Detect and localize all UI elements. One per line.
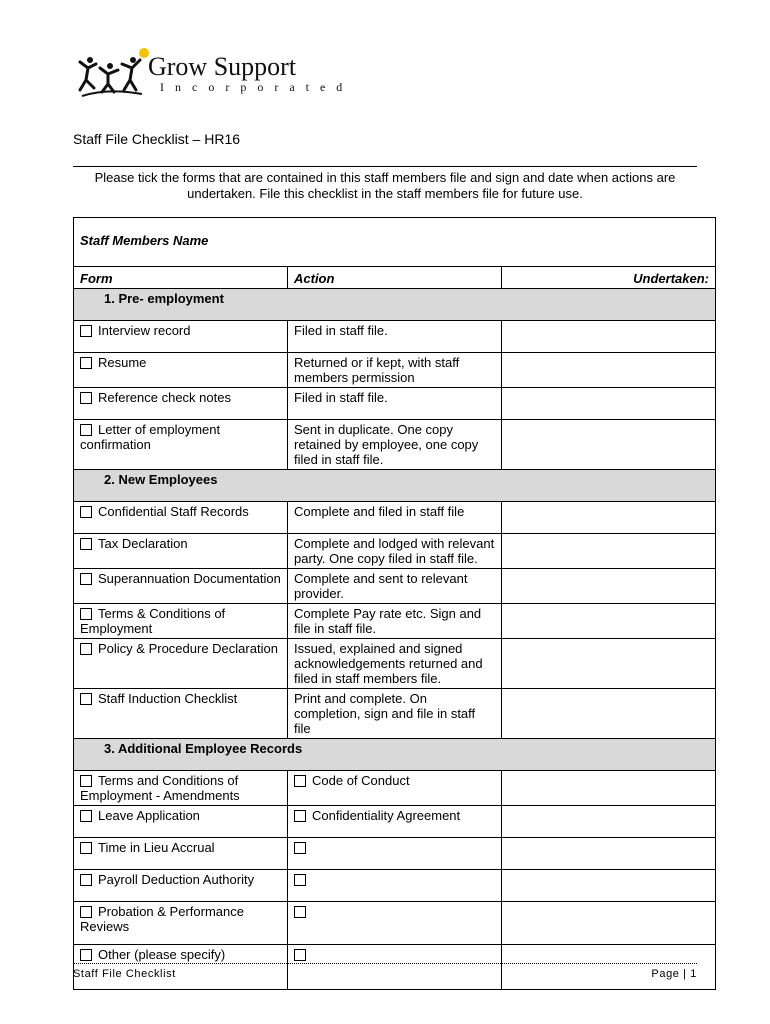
form-label: Terms & Conditions of Employment — [80, 606, 226, 636]
form-label: Tax Declaration — [98, 536, 188, 551]
table-row — [74, 420, 716, 470]
undertaken-cell[interactable] — [502, 388, 716, 420]
checkbox[interactable] — [80, 906, 92, 918]
checkbox[interactable] — [294, 775, 306, 787]
undertaken-cell[interactable] — [502, 806, 716, 838]
table-row — [74, 534, 716, 569]
undertaken-cell[interactable] — [502, 604, 716, 639]
action-text: Complete Pay rate etc. Sign and file in staff file. — [288, 604, 502, 639]
table-row — [74, 388, 716, 420]
action-text: Sent in duplicate. One copy retained by employee, one copy filed in staff file. — [288, 420, 502, 470]
action-text: Complete and lodged with relevant party. One copy filed in staff file. — [288, 534, 502, 569]
table-row — [74, 321, 716, 353]
checkbox[interactable] — [80, 775, 92, 787]
section-title: 3. Additional Employee Records — [74, 739, 716, 771]
page-title: Staff File Checklist – HR16 — [73, 131, 241, 147]
section-header — [74, 470, 716, 502]
checkbox[interactable] — [80, 842, 92, 854]
checkbox[interactable] — [294, 810, 306, 822]
undertaken-cell[interactable] — [502, 639, 716, 689]
page-number: Page | 1 — [651, 968, 697, 980]
header-form: Form — [74, 267, 288, 289]
section-header — [74, 739, 716, 771]
undertaken-cell[interactable] — [502, 902, 716, 945]
header-undertaken: Undertaken: — [502, 267, 716, 289]
undertaken-cell[interactable] — [502, 689, 716, 739]
form-label: Leave Application — [98, 808, 200, 823]
undertaken-cell[interactable] — [502, 502, 716, 534]
form-label: Probation & Performance Reviews — [80, 904, 244, 934]
checkbox[interactable] — [80, 949, 92, 961]
table-row — [74, 689, 716, 739]
section-title: 2. New Employees — [74, 470, 716, 502]
table-row — [74, 902, 716, 945]
undertaken-cell[interactable] — [502, 870, 716, 902]
checkbox[interactable] — [294, 949, 306, 961]
form-label: Staff Induction Checklist — [98, 691, 238, 706]
form-label: Terms and Conditions of Employment - Amendments — [80, 773, 240, 803]
table-row — [74, 569, 716, 604]
action-text: Complete and filed in staff file — [288, 502, 502, 534]
table-row — [74, 502, 716, 534]
checkbox[interactable] — [80, 608, 92, 620]
checkbox[interactable] — [80, 325, 92, 337]
undertaken-cell[interactable] — [502, 321, 716, 353]
form-label: Resume — [98, 355, 147, 370]
intro-text: Please tick the forms that are contained in this staff members file and sign and date when actions are undertaken. File this checklist in the staff members file for future use. — [94, 170, 676, 201]
undertaken-cell[interactable] — [502, 353, 716, 388]
table-row — [74, 870, 716, 902]
form-label: Time in Lieu Accrual — [98, 840, 215, 855]
checkbox[interactable] — [80, 874, 92, 886]
logo-figures-icon — [78, 46, 153, 102]
checkbox[interactable] — [80, 392, 92, 404]
undertaken-cell[interactable] — [502, 420, 716, 470]
checklist-table — [73, 217, 716, 990]
form-label: Payroll Deduction Authority — [98, 872, 255, 887]
table-row — [74, 806, 716, 838]
form-label: Confidential Staff Records — [98, 504, 249, 519]
header-row — [74, 267, 716, 289]
table-row — [74, 838, 716, 870]
checkbox[interactable] — [80, 573, 92, 585]
checkbox[interactable] — [80, 643, 92, 655]
title-divider — [73, 166, 697, 167]
action-text: Filed in staff file. — [288, 321, 502, 353]
action-text: Filed in staff file. — [288, 388, 502, 420]
checkbox[interactable] — [80, 357, 92, 369]
header-action: Action — [288, 267, 502, 289]
checkbox[interactable] — [80, 424, 92, 436]
action-text: Complete and sent to relevant provider. — [288, 569, 502, 604]
footer-divider — [73, 963, 697, 964]
checkbox[interactable] — [80, 538, 92, 550]
staff-name-label[interactable]: Staff Members Name — [74, 218, 716, 267]
logo-subtitle: Incorporated — [160, 80, 354, 94]
table-row — [74, 353, 716, 388]
form-label: Confidentiality Agreement — [312, 808, 461, 823]
checkbox[interactable] — [80, 693, 92, 705]
checkbox[interactable] — [80, 506, 92, 518]
action-text: Issued, explained and signed acknowledgements returned and filed in staff members file. — [288, 639, 502, 689]
checkbox[interactable] — [294, 874, 306, 886]
table-row — [74, 945, 716, 990]
undertaken-cell[interactable] — [502, 945, 716, 990]
table-row — [74, 604, 716, 639]
staff-name-row — [74, 218, 716, 267]
action-text: Print and complete. On completion, sign and file in staff file — [288, 689, 502, 739]
undertaken-cell[interactable] — [502, 569, 716, 604]
form-label: Reference check notes — [98, 390, 231, 405]
undertaken-cell[interactable] — [502, 838, 716, 870]
form-label: Other (please specify) — [98, 947, 226, 962]
checkbox[interactable] — [80, 810, 92, 822]
form-label: Superannuation Documentation — [98, 571, 281, 586]
undertaken-cell[interactable] — [502, 771, 716, 806]
action-text: Returned or if kept, with staff members permission — [288, 353, 502, 388]
footer-title: Staff File Checklist — [73, 968, 176, 980]
section-title: 1. Pre- employment — [74, 289, 716, 321]
section-header — [74, 289, 716, 321]
checkbox[interactable] — [294, 906, 306, 918]
form-label: Interview record — [98, 323, 191, 338]
form-label: Policy & Procedure Declaration — [98, 641, 278, 656]
undertaken-cell[interactable] — [502, 534, 716, 569]
table-row — [74, 771, 716, 806]
table-row — [74, 639, 716, 689]
checkbox[interactable] — [294, 842, 306, 854]
company-logo — [78, 46, 354, 102]
logo-name: Grow Support — [148, 52, 297, 81]
form-label: Code of Conduct — [312, 773, 410, 788]
form-label: Letter of employment confirmation — [80, 422, 221, 452]
